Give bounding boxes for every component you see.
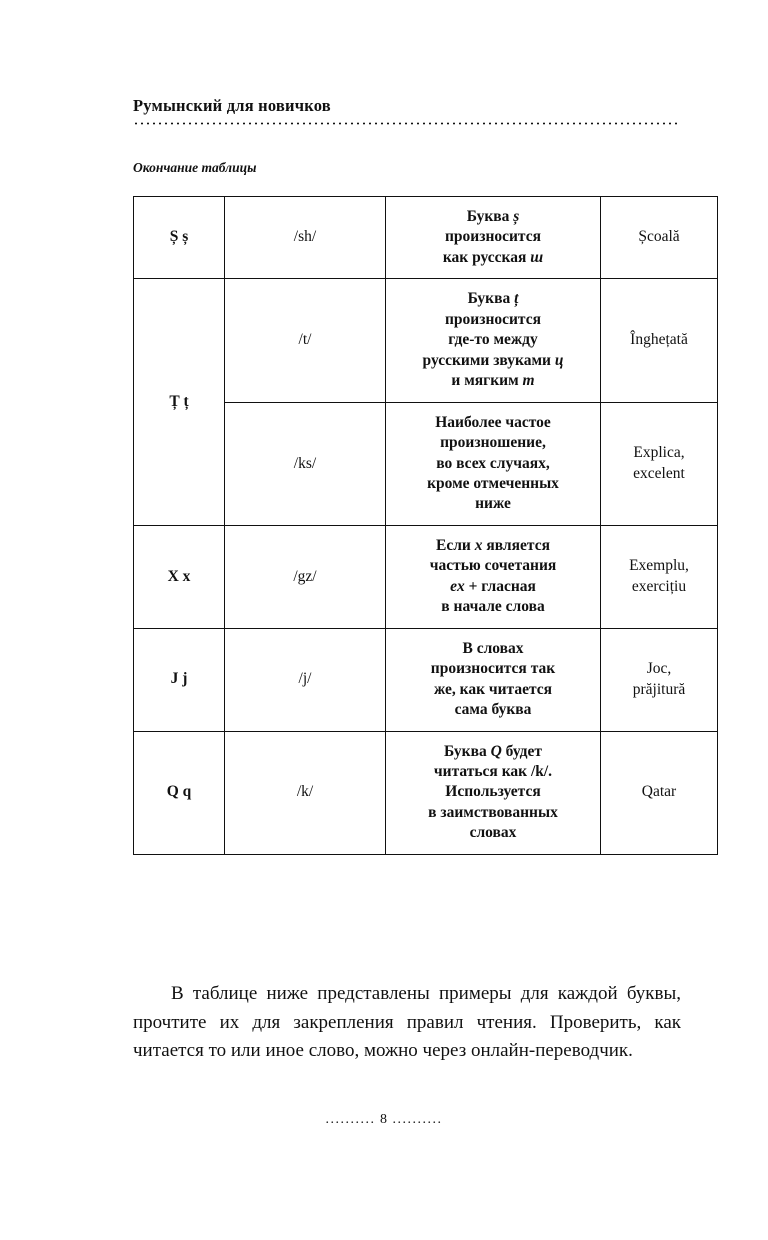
cell-description: Буква ț произносится где-то между русскими звуками ц и мягким т — [386, 279, 601, 402]
cell-sound: /gz/ — [225, 525, 386, 628]
cell-sound: /ks/ — [225, 402, 386, 525]
cell-sound: /t/ — [225, 279, 386, 402]
cell-sound: /k/ — [225, 731, 386, 854]
page-title: Румынский для новичков — [133, 96, 331, 115]
cell-letter: Q q — [134, 731, 225, 854]
cell-sound: /sh/ — [225, 197, 386, 279]
body-paragraph: В таблице ниже представлены примеры для каждой буквы, прочтите их для закрепления правил чтения. Проверить, как читается то или иное слово, можно через онлайн-переводчик. — [133, 983, 681, 1061]
cell-description: Если x является частью сочетания ex + гласная в начале слова — [386, 525, 601, 628]
table-row — [134, 279, 718, 402]
cell-letter: X x — [134, 525, 225, 628]
header-divider — [133, 122, 681, 125]
table-row — [134, 197, 718, 279]
pronunciation-table — [133, 196, 718, 855]
cell-example: Qatar — [601, 731, 718, 854]
cell-description: Наиболее частое произношение, во всех случаях, кроме отмеченных ниже — [386, 402, 601, 525]
cell-letter: J j — [134, 628, 225, 731]
page-number: 8 — [380, 1112, 388, 1127]
cell-description: В словах произносится так же, как читается сама буква — [386, 628, 601, 731]
cell-example: Explica, excelent — [601, 402, 718, 525]
table-row — [134, 731, 718, 854]
cell-sound: /j/ — [225, 628, 386, 731]
cell-description: Буква Q будет читаться как /k/. Используется в заимствованных словах — [386, 731, 601, 854]
cell-letter: Ș ș — [134, 197, 225, 279]
cell-example: Exemplu, exercițiu — [601, 525, 718, 628]
table-caption: Окончание таблицы — [133, 160, 257, 175]
cell-letter: Ț ț — [134, 279, 225, 526]
page-header — [133, 96, 681, 125]
page-footer — [0, 1112, 768, 1128]
cell-example: Școală — [601, 197, 718, 279]
cell-description: Буква ș произносится как русская ш — [386, 197, 601, 279]
table-row — [134, 525, 718, 628]
cell-example: Înghețată — [601, 279, 718, 402]
footer-dots-right: .......... — [392, 1112, 443, 1127]
footer-dots-left: .......... — [325, 1112, 376, 1127]
cell-example: Joc, prăjitură — [601, 628, 718, 731]
table-row — [134, 628, 718, 731]
